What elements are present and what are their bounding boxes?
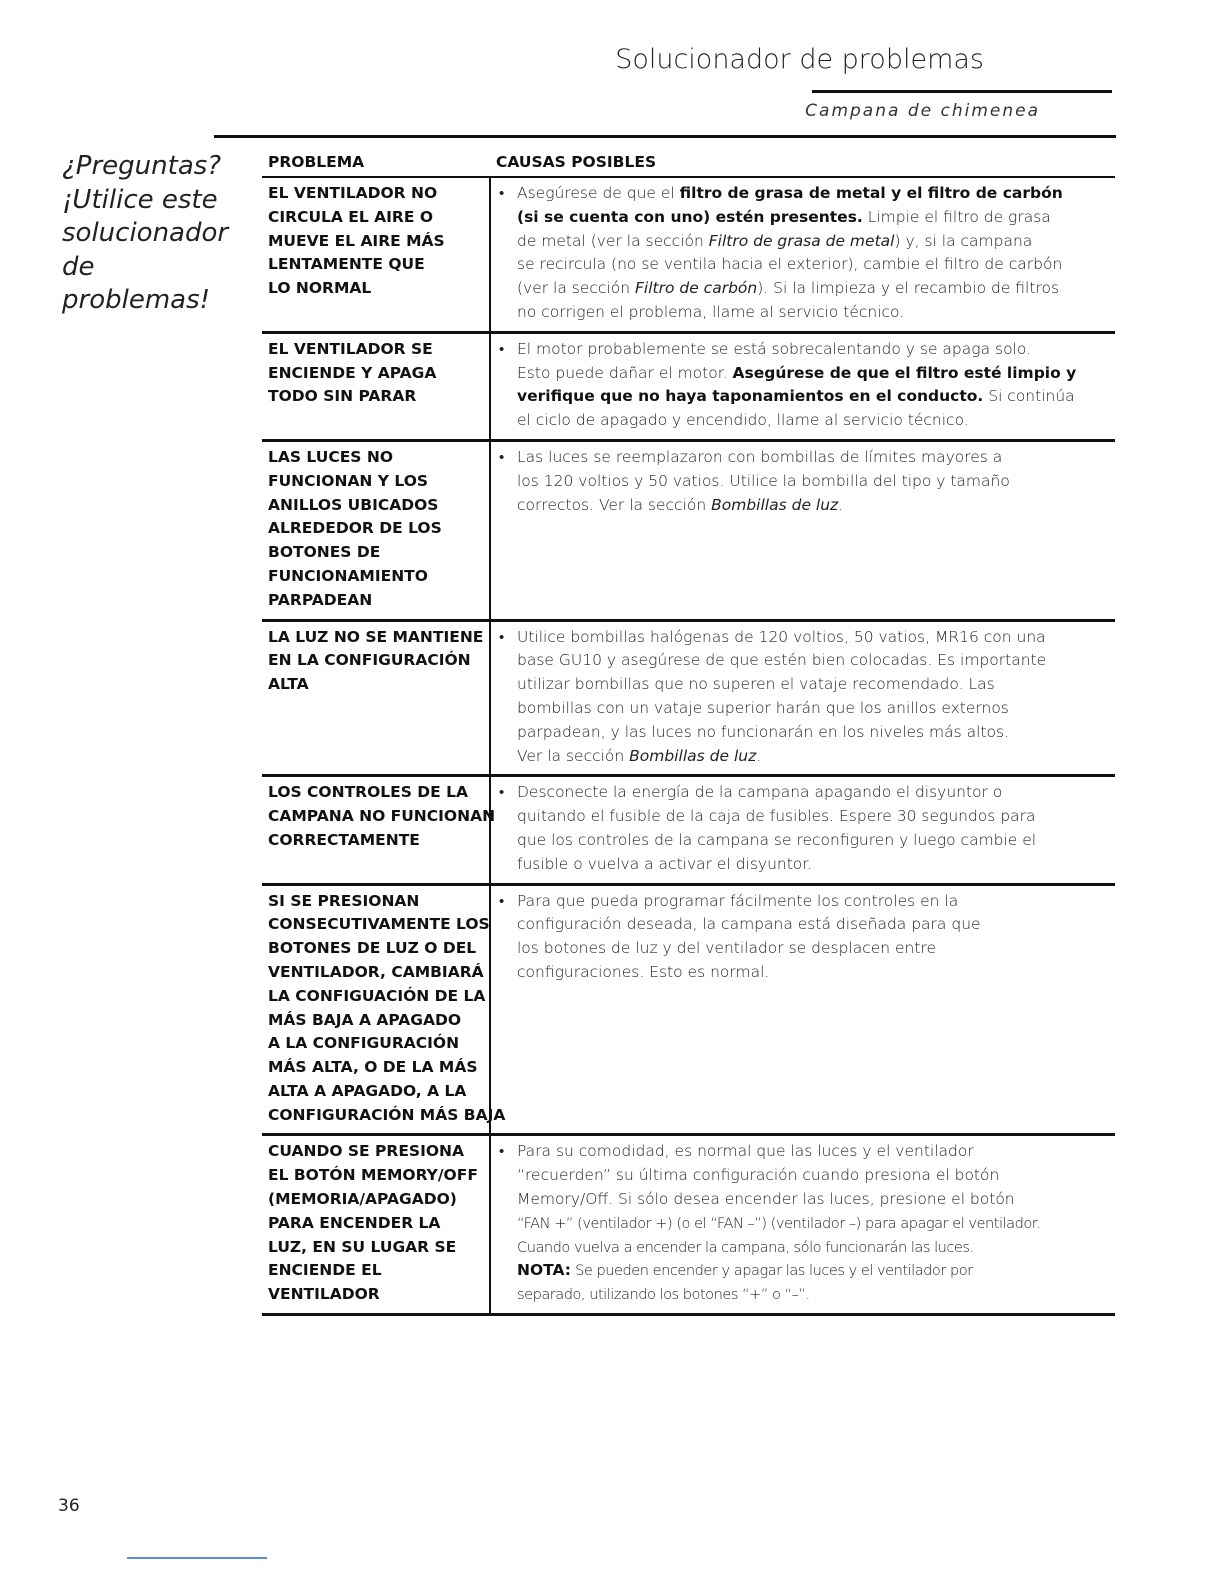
cause-text: Limpie el filtro de grasa: [862, 207, 1051, 226]
cause-line: [517, 1283, 1109, 1307]
cause-line: [517, 182, 1109, 206]
cause-text: Para que pueda programar fácilmente los controles en la: [517, 891, 959, 910]
cause-cell: [490, 776, 1115, 884]
problem-line: MÁS ALTA, O DE LA MÁS: [268, 1058, 478, 1077]
problem-line: EL VENTILADOR SE: [268, 339, 433, 358]
cause-text: filtro de grasa de metal y el filtro de carbón: [679, 184, 1063, 202]
cause-line: [517, 277, 1109, 301]
sidebar-questions: [62, 150, 237, 318]
problem-line: ANILLOS UBICADOS: [268, 495, 439, 514]
cause-line: [517, 721, 1109, 745]
problem-line: FUNCIONAMIENTO: [268, 566, 428, 585]
problem-line: TODO SIN PARAR: [268, 387, 417, 406]
troubleshooting-table: [262, 153, 1115, 1316]
problem-cell: [262, 440, 490, 620]
sidebar-line: solucionador: [62, 218, 229, 248]
cause-text: configuración deseada, la campana está diseñada para que: [517, 915, 981, 934]
problem-line: A LA CONFIGURACIÓN: [268, 1034, 460, 1053]
problem-line: (MEMORIA/APAGADO): [268, 1190, 457, 1209]
cause-text: Ver la sección: [517, 746, 630, 765]
problem-line: VENTILADOR: [268, 1285, 380, 1304]
bullet-icon: •: [499, 627, 505, 646]
bullet-icon: •: [499, 783, 505, 802]
cause-line: [517, 362, 1109, 386]
problem-line: LA LUZ NO SE MANTIENE: [268, 627, 484, 646]
title-rule: [812, 90, 1112, 93]
cause-line: [517, 781, 1109, 805]
table-row: [262, 776, 1115, 884]
page-subtitle: Campana de chimenea: [805, 101, 1040, 121]
problem-line: BOTONES DE: [268, 543, 381, 562]
problem-line: PARPADEAN: [268, 590, 373, 609]
bullet-icon: •: [499, 1142, 505, 1161]
problem-line: ENCIENDE EL: [268, 1261, 382, 1280]
problem-line: EL VENTILADOR NO: [268, 184, 438, 202]
problem-line: VENTILADOR, CAMBIARÁ: [268, 962, 484, 981]
cause-line: [517, 253, 1109, 277]
problem-cell: [262, 332, 490, 440]
cause-text: los 120 voltios y 50 vatios. Utilice la bombilla del tipo y tamaño: [517, 471, 1010, 490]
bullet-icon: •: [499, 339, 505, 358]
cause-line: [517, 853, 1109, 877]
problem-line: CIRCULA EL AIRE O: [268, 207, 434, 226]
cause-text: se recircula (no se ventila hacia el exterior), cambie el filtro de carbón: [517, 255, 1063, 274]
cause-line: [517, 626, 1109, 650]
cause-line: [517, 1188, 1109, 1212]
cause-line: [517, 829, 1109, 853]
problem-line: MUEVE EL AIRE MÁS: [268, 231, 445, 250]
cause-cell: [490, 440, 1115, 620]
page-title: Solucionador de problemas: [615, 44, 984, 75]
problem-line: SI SE PRESIONAN: [268, 891, 420, 910]
cause-text: verifique que no haya taponamientos en el conducto.: [517, 387, 984, 406]
cause-cell: [490, 884, 1115, 1135]
cause-line: [517, 494, 1109, 518]
table-row: [262, 884, 1115, 1135]
problem-cell: [262, 1135, 490, 1315]
cause-text: parpadean, y las luces no funcionarán en los niveles más altos.: [517, 722, 1010, 741]
cause-line: [517, 1236, 1109, 1260]
cause-text: el ciclo de apagado y encendido, llame al servicio técnico.: [517, 411, 969, 430]
problem-line: LENTAMENTE QUE: [268, 255, 425, 274]
cause-text: Bombillas de luz: [711, 495, 839, 514]
cause-text: quitando el fusible de la caja de fusibles. Espere 30 segundos para: [517, 807, 1036, 826]
cause-text: .: [838, 495, 844, 514]
cause-line: [517, 470, 1109, 494]
cause-line: [517, 1164, 1109, 1188]
cause-line: [517, 230, 1109, 254]
cause-cell: [490, 620, 1115, 776]
problem-line: PARA ENCENDER LA: [268, 1213, 441, 1232]
cause-text: .: [756, 746, 762, 765]
cause-text: El motor probablemente se está sobrecalentando y se apaga solo.: [517, 339, 1031, 358]
cause-line: [517, 913, 1109, 937]
cause-text: utilizar bombillas que no superen el vataje recomendado. Las: [517, 675, 995, 694]
cause-line: [517, 206, 1109, 230]
cause-line: [517, 1212, 1109, 1236]
cause-text: Las luces se reemplazaron con bombillas de límites mayores a: [517, 447, 1003, 466]
bullet-icon: •: [499, 891, 505, 910]
cause-text: (si se cuenta con uno) estén presentes.: [517, 207, 863, 226]
cause-text: que los controles de la campana se reconfiguren y luego cambie el: [517, 830, 1037, 849]
cause-text: bombillas con un vataje superior harán que los anillos externos: [517, 698, 1009, 717]
table-row: [262, 177, 1115, 332]
problem-cell: [262, 776, 496, 884]
cause-text: base GU10 y asegúrese de que estén bien colocadas. Es importante: [517, 651, 1047, 670]
cause-line: [517, 649, 1109, 673]
cause-text: Filtro de carbón: [634, 279, 758, 298]
page-number: 36: [58, 1496, 80, 1516]
cause-text: de metal (ver la sección: [517, 231, 709, 250]
cause-cell: [490, 1135, 1115, 1315]
cause-text: separado, utilizando los botones “+” o “–”.: [517, 1286, 810, 1304]
cause-cell: [490, 332, 1115, 440]
problem-line: LA CONFIGUACIÓN DE LA: [268, 986, 486, 1005]
sidebar-line: problemas!: [62, 285, 211, 315]
cause-line: [517, 1259, 1109, 1283]
cause-line: [517, 338, 1109, 362]
cause-text: Utilice bombillas halógenas de 120 voltios, 50 vatios, MR16 con una: [517, 627, 1046, 646]
bullet-icon: •: [499, 447, 505, 466]
problem-line: LUZ, EN SU LUGAR SE: [268, 1237, 457, 1256]
cause-text: correctos. Ver la sección: [517, 495, 712, 514]
cause-cell: [490, 177, 1115, 332]
cause-line: [517, 890, 1109, 914]
bullet-icon: •: [499, 184, 505, 202]
cause-line: [517, 745, 1109, 769]
problem-line: CONSECUTIVAMENTE LOS: [268, 915, 490, 934]
cause-text: Memory/Off. Si sólo desea encender las luces, presione el botón: [517, 1190, 1015, 1209]
cause-text: Esto puede dañar el motor.: [517, 363, 733, 382]
cause-text: Si continúa: [983, 387, 1075, 406]
cause-text: los botones de luz y del ventilador se desplacen entre: [517, 939, 937, 958]
table-row: [262, 620, 1115, 776]
table-row: [262, 332, 1115, 440]
problem-line: CUANDO SE PRESIONA: [268, 1142, 464, 1161]
table-row: [262, 1135, 1115, 1315]
cause-text: no corrigen el problema, llame al servicio técnico.: [517, 302, 905, 321]
problem-line: LAS LUCES NO: [268, 447, 394, 466]
cause-line: [517, 301, 1109, 325]
sidebar-line: de: [62, 251, 95, 282]
sidebar-line: ¿Preguntas?: [62, 151, 222, 181]
cause-line: [517, 1140, 1109, 1164]
cause-text: ) y, si la campana: [894, 231, 1033, 250]
problem-line: CONFIGURACIÓN MÁS BAJA: [268, 1105, 506, 1124]
cause-text: Para su comodidad, es normal que las luces y el ventilador: [517, 1142, 974, 1161]
cause-text: Cuando vuelva a encender la campana, sólo funcionarán las luces.: [517, 1238, 974, 1256]
problem-line: ENCIENDE Y APAGA: [268, 363, 437, 382]
cause-text: “recuerden” su última configuración cuando presiona el botón: [517, 1166, 1000, 1185]
cause-text: Asegúrese de que el filtro esté limpio y: [732, 363, 1077, 382]
cause-text: fusible o vuelva a activar el disyuntor.: [517, 854, 813, 873]
top-rule: [214, 135, 1116, 138]
problem-line: LO NORMAL: [268, 279, 372, 298]
cause-text: Desconecte la energía de la campana apagando el disyuntor o: [517, 783, 1003, 802]
cause-text: Asegúrese de que el: [517, 184, 680, 202]
cause-text: configuraciones. Esto es normal.: [517, 962, 770, 981]
cause-text: Filtro de grasa de metal: [708, 231, 895, 250]
problem-line: ALTA A APAGADO, A LA: [268, 1081, 467, 1100]
cause-line: [517, 385, 1109, 409]
table-body: [262, 177, 1115, 1315]
cause-line: [517, 697, 1109, 721]
problem-line: BOTONES DE LUZ O DEL: [268, 939, 477, 958]
troubleshooting-table-container: [262, 153, 1115, 1316]
cause-line: [517, 961, 1109, 985]
problem-line: ALTA: [268, 675, 309, 694]
cause-line: [517, 446, 1109, 470]
problem-line: FUNCIONAN Y LOS: [268, 471, 429, 490]
problem-line: ALREDEDOR DE LOS: [268, 519, 442, 538]
problem-line: MÁS BAJA A APAGADO: [268, 1010, 462, 1029]
cause-text: ). Si la limpieza y el recambio de filtros: [757, 279, 1060, 298]
cause-text: NOTA:: [517, 1261, 572, 1280]
table-header-row: [262, 153, 1115, 177]
cause-line: [517, 937, 1109, 961]
problem-cell: [262, 884, 506, 1135]
column-header-problem: PROBLEMA: [262, 153, 490, 177]
problem-line: EL BOTÓN MEMORY/OFF: [268, 1166, 478, 1185]
cause-line: [517, 805, 1109, 829]
problem-cell: [262, 177, 490, 332]
cause-text: “FAN +” (ventilador +) (o el “FAN –”) (ventilador –) para apagar el ventilador.: [517, 1214, 1041, 1232]
cause-text: Bombillas de luz: [629, 746, 757, 765]
cause-line: [517, 673, 1109, 697]
problem-line: LOS CONTROLES DE LA: [268, 783, 469, 802]
sidebar-line: ¡Utilice este: [62, 184, 218, 215]
problem-line: EN LA CONFIGURACIÓN: [268, 651, 471, 670]
cause-line: [517, 409, 1109, 433]
column-header-causes: CAUSAS POSIBLES: [490, 153, 1115, 177]
table-row: [262, 440, 1115, 620]
problem-line: CORRECTAMENTE: [268, 830, 420, 849]
problem-line: CAMPANA NO FUNCIONAN: [268, 807, 496, 826]
footer-line: [127, 1557, 267, 1559]
cause-text: (ver la sección: [517, 279, 635, 298]
cause-text: Se pueden encender y apagar las luces y el ventilador por: [571, 1262, 973, 1280]
problem-cell: [262, 620, 490, 776]
